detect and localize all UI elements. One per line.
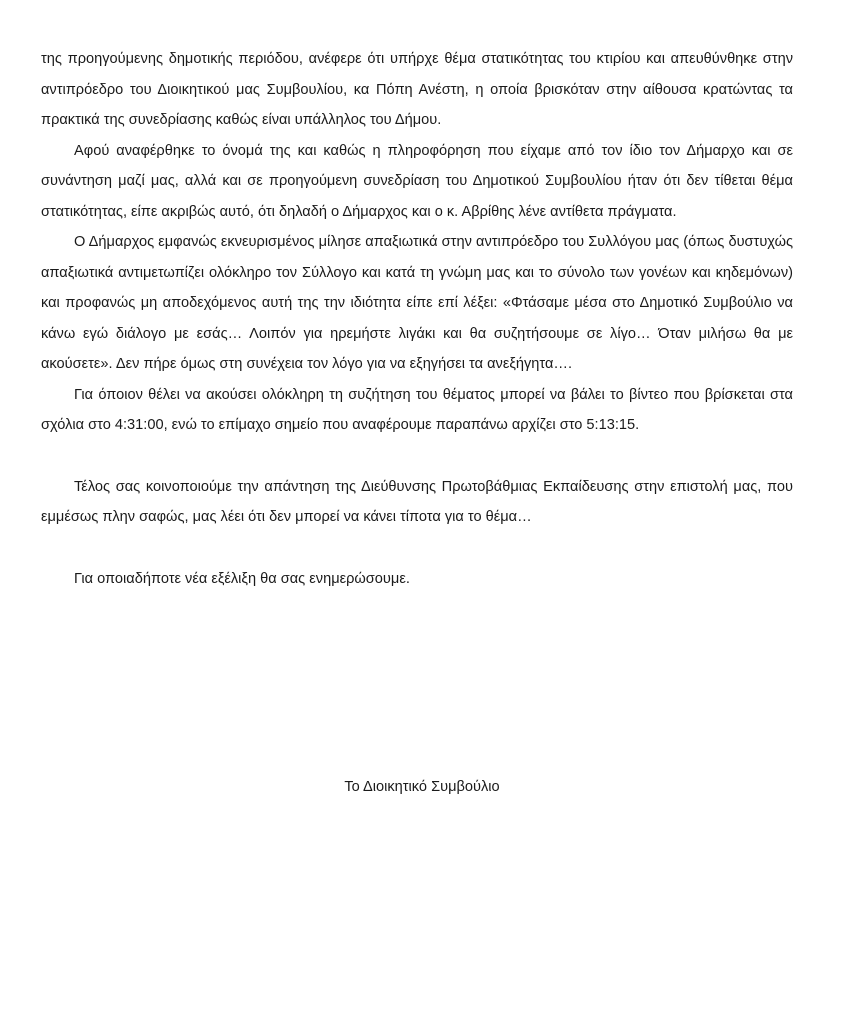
paragraph-mayor-response: Ο Δήμαρχος εμφανώς εκνευρισμένος μίλησε απαξιωτικά στην αντιπρόεδρο του Συλλόγου μας (όπως δυστυχώς απαξιωτικά αντιμετωπίζει ολόκληρο τον Σύλλογο και κατά τη γνώμη μας και το σύνολο των γονέων και κηδεμόνων) και προφανώς μη αποδεχόμενος αυτή της την ιδιότητα είπε επί λέξει: «Φτάσαμε μέσα στο Δημοτικό Συμβούλιο να κάνω εγώ διάλογο με εσάς… Λοιπόν για ηρεμήστε λιγάκι και θα συζητήσουμε σε λίγο… Όταν μιλήσω θα με ακούσετε». Δεν πήρε όμως στη συνέχεια τον λόγο για να εξηγήσει τα ανεξήγητα…. [41, 234, 793, 372]
document-body [41, 44, 793, 594]
paragraph-video-reference: Για όποιον θέλει να ακούσει ολόκληρη τη συζήτηση του θέματος μπορεί να βάλει το βίντεο που βρίσκεται στα σχόλια στο 4:31:00, ενώ το επίμαχο σημείο που αναφέρουμε παραπάνω αρχίζει στο 5:13:15. [41, 386, 793, 433]
paragraph-continuation: της προηγούμενης δημοτικής περιόδου, ανέφερε ότι υπήρχε θέμα στατικότητας του κτιρίου και απευθύνθηκε στην αντιπρόεδρο του Διοικητικού μας Συμβουλίου, κα Πόπη Ανέστη, η οποία βρισκόταν στην αίθουσα κρατώντας τα πρακτικά της συνεδρίασης καθώς είναι υπάλληλος του Δήμου. [41, 51, 793, 128]
paragraph-directorate-reply: Τέλος σας κοινοποιούμε την απάντηση της Διεύθυνσης Πρωτοβάθμιας Εκπαίδευσης στην επιστολή μας, που εμμέσως πλην σαφώς, μας λέει ότι δεν μπορεί να κάνει τίποτα για το θέμα… [41, 478, 793, 525]
paragraph-name-mention: Αφού αναφέρθηκε το όνομά της και καθώς η πληροφόρηση που είχαμε από τον ίδιο τον Δήμαρχο και σε συνάντηση μαζί μας, αλλά και σε προηγούμενη συνεδρίαση του Δημοτικού Συμβουλίου ήταν ότι δεν τίθεται θέμα στατικότητας, είπε ακριβώς αυτό, ότι δηλαδή ο Δήμαρχος και ο κ. Αβρίθης λένε αντίθετα πράγματα. [41, 142, 793, 220]
signature: Το Διοικητικό Συμβούλιο [344, 779, 500, 795]
paragraph-closing: Για οποιαδήποτε νέα εξέλιξη θα σας ενημερώσουμε. [74, 570, 410, 587]
